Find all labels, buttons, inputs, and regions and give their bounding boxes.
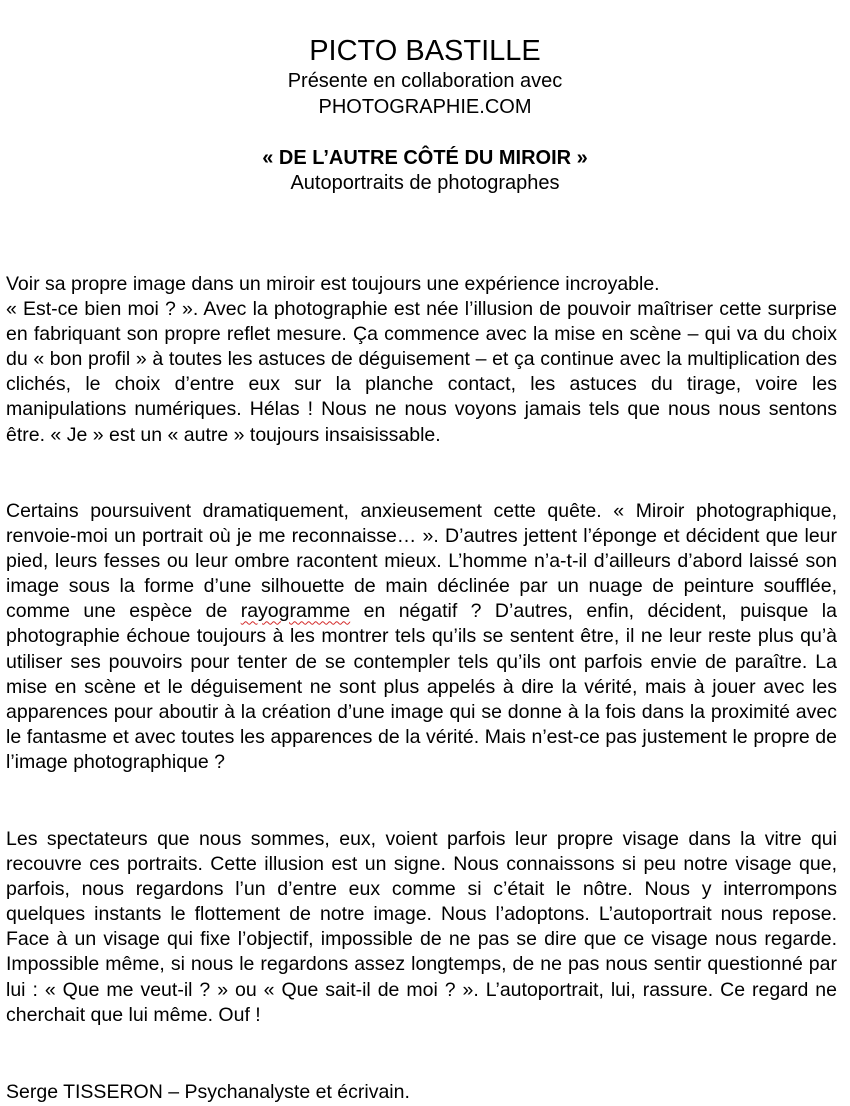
- paragraph-2: [6, 499, 837, 775]
- paragraph-3: Les spectateurs que nous sommes, eux, voient parfois leur propre visage dans la vitre qui recouvre ces portraits. Cette illusion est un signe. Nous connaissons si peu notre visage que, parfois, nous regardons l’un d’entre eux comme si c’était le nôtre. Nous y interrompons quelques instants le flottement de notre image. Nous l’adoptons. L’autoportrait nous repose. Face à un visage qui fixe l’objectif, impossible de ne pas se dire que ce visage nous regarde. Impossible même, si nous le regardons assez longtemps, de ne pas nous sentir questionné par lui : « Que me veut-il ? » ou « Que sait-il de moi ? ». L’autoportrait, lui, rassure. Ce regard ne cherchait que lui même. Ouf !: [6, 828, 837, 1026]
- gallery-title: PICTO BASTILLE: [309, 35, 541, 67]
- paragraph-2-part-1: Certains poursuivent dramatiquement, anxieusement cette quête. « Miroir photographique, renvoie-moi un portrait où je me reconnaisse… ». D’autres jettent l’éponge et décident que leur pied, leurs fesses ou leur ombre racontent mieux. L’homme n’a-t-il d’ailleurs d’abord laissé son image sous la forme d’une silhouette de main déclinée par un nuage de peinture soufflée, comme une espèce de: [6, 500, 837, 623]
- spellcheck-flagged-word[interactable]: rayogramme: [240, 600, 351, 623]
- paragraph-1: [6, 272, 837, 448]
- paragraph-1-first-line: Voir sa propre image dans un miroir est toujours une expérience incroyable.: [6, 273, 660, 295]
- paragraph-2-part-2: en négatif ? D’autres, enfin, décident, puisque la photographie échoue toujours à les montrer tels qu’ils se sentent être, il ne leur reste plus qu’à utiliser ses pouvoirs pour tenter de se contempler tels qu’ils ont parfois envie de paraître. La mise en scène et le déguisement ne sont plus appelés à dire la vérité, mais à jouer avec les apparences pour aboutir à la création d’une image qui se donne à la fois dans la proximité avec le fantasme et avec toutes les apparences de la vérité. Mais n’est-ce pas justement le propre de l’image photographique ?: [6, 600, 837, 773]
- author-signature: Serge TISSERON – Psychanalyste et écrivain.: [6, 1081, 410, 1103]
- exhibition-title: « DE L’AUTRE CÔTÉ DU MIROIR »: [262, 147, 588, 169]
- paragraph-1-body: « Est-ce bien moi ? ». Avec la photographie est née l’illusion de pouvoir maîtriser cette surprise en fabriquant son propre reflet mesure. Ça commence avec la mise en scène – qui va du choix du « bon profil » à toutes les astuces de déguisement – et ça continue avec la multiplication des clichés, le choix d’entre eux sur la planche contact, les astuces du tirage, voire les manipulations numériques. Hélas ! Nous ne nous voyons jamais tels que nous nous sentons être. « Je » est un « autre » toujours insaisissable.: [6, 298, 837, 446]
- partner-name: PHOTOGRAPHIE.COM: [318, 96, 532, 118]
- collaboration-line: Présente en collaboration avec: [287, 70, 563, 92]
- exhibition-subtitle: Autoportraits de photographes: [290, 172, 560, 194]
